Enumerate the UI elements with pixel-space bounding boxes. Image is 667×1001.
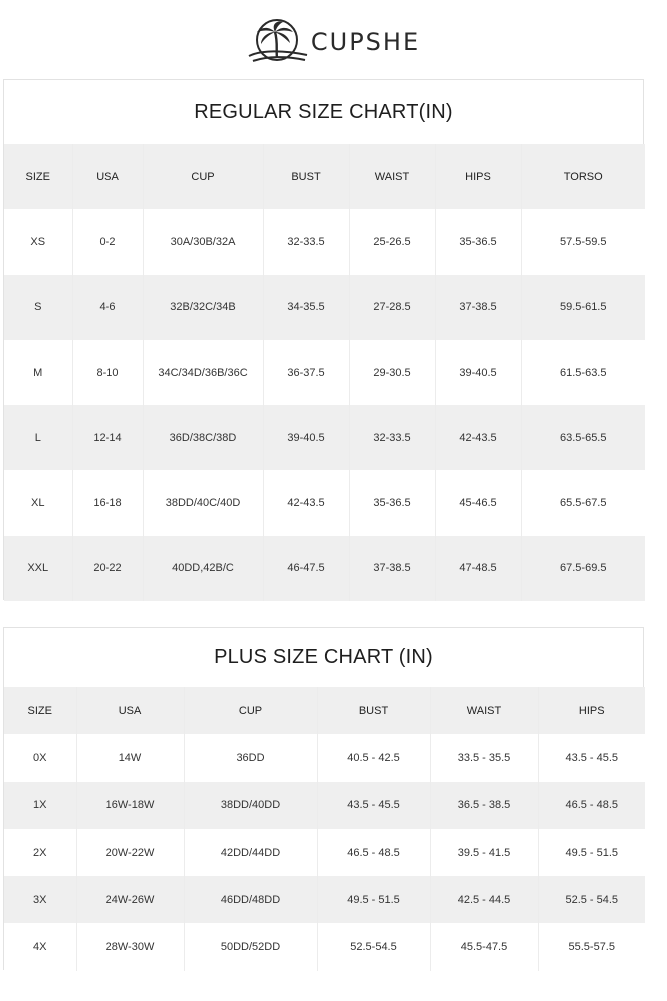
column-header: SIZE (4, 144, 72, 209)
table-cell: 32-33.5 (263, 209, 349, 274)
table-cell: 37-38.5 (435, 275, 521, 340)
column-header: USA (72, 144, 143, 209)
column-header: BUST (317, 687, 430, 734)
table-cell: 43.5 - 45.5 (538, 734, 645, 781)
table-cell: 0-2 (72, 209, 143, 274)
table-cell: 27-28.5 (349, 275, 435, 340)
table-cell: 67.5-69.5 (521, 536, 645, 601)
table-row (4, 536, 645, 601)
table-cell: 42-43.5 (263, 470, 349, 535)
table-cell: 65.5-67.5 (521, 470, 645, 535)
table-row (4, 829, 645, 876)
table-cell: 45-46.5 (435, 470, 521, 535)
table-cell: 42.5 - 44.5 (430, 876, 538, 923)
table-cell: 46-47.5 (263, 536, 349, 601)
column-header: SIZE (4, 687, 76, 734)
table-cell: 34-35.5 (263, 275, 349, 340)
table-row (4, 470, 645, 535)
table-cell: 46.5 - 48.5 (317, 829, 430, 876)
table-cell: 42-43.5 (435, 405, 521, 470)
table-cell: 45.5-47.5 (430, 923, 538, 970)
table-cell: 24W-26W (76, 876, 184, 923)
column-header: CUP (184, 687, 317, 734)
table-cell: 20W-22W (76, 829, 184, 876)
column-header: HIPS (435, 144, 521, 209)
table-cell: L (4, 405, 72, 470)
table-cell: 52.5-54.5 (317, 923, 430, 970)
column-header: HIPS (538, 687, 645, 734)
table-cell: 39-40.5 (435, 340, 521, 405)
table-cell: 16W-18W (76, 782, 184, 829)
table-cell: 4-6 (72, 275, 143, 340)
regular-chart-title: REGULAR SIZE CHART(IN) (194, 100, 453, 123)
column-header: BUST (263, 144, 349, 209)
palm-tree-island-icon (247, 18, 309, 66)
table-cell: 4X (4, 923, 76, 970)
table-cell: 63.5-65.5 (521, 405, 645, 470)
table-cell: 59.5-61.5 (521, 275, 645, 340)
table-cell: 35-36.5 (349, 470, 435, 535)
table-cell: 29-30.5 (349, 340, 435, 405)
table-cell: S (4, 275, 72, 340)
brand-logo (0, 14, 667, 70)
plus-chart-title: PLUS SIZE CHART (IN) (214, 646, 433, 668)
table-cell: 61.5-63.5 (521, 340, 645, 405)
table-cell: 38DD/40DD (184, 782, 317, 829)
table-cell: 2X (4, 829, 76, 876)
table-cell: 3X (4, 876, 76, 923)
table-cell: 40DD,42B/C (143, 536, 263, 601)
table-row (4, 734, 645, 781)
table-cell: 50DD/52DD (184, 923, 317, 970)
table-cell: 37-38.5 (349, 536, 435, 601)
table-cell: 38DD/40C/40D (143, 470, 263, 535)
table-row (4, 340, 645, 405)
table-cell: 40.5 - 42.5 (317, 734, 430, 781)
table-cell: 28W-30W (76, 923, 184, 970)
table-cell: 43.5 - 45.5 (317, 782, 430, 829)
table-cell: 25-26.5 (349, 209, 435, 274)
header-row (4, 144, 645, 209)
table-cell: 33.5 - 35.5 (430, 734, 538, 781)
plus-size-chart (3, 627, 644, 970)
table-cell: XL (4, 470, 72, 535)
table-row (4, 209, 645, 274)
table-cell: 16-18 (72, 470, 143, 535)
table-cell: 36DD (184, 734, 317, 781)
table-cell: 46DD/48DD (184, 876, 317, 923)
table-cell: 55.5-57.5 (538, 923, 645, 970)
table-cell: 32B/32C/34B (143, 275, 263, 340)
table-cell: 0X (4, 734, 76, 781)
table-row (4, 275, 645, 340)
table-cell: 46.5 - 48.5 (538, 782, 645, 829)
regular-size-chart (3, 79, 644, 600)
table-cell: XS (4, 209, 72, 274)
table-row (4, 782, 645, 829)
table-cell: 32-33.5 (349, 405, 435, 470)
table-cell: 39.5 - 41.5 (430, 829, 538, 876)
table-row (4, 876, 645, 923)
table-cell: 39-40.5 (263, 405, 349, 470)
brand-name: CUPSHE (310, 28, 421, 56)
table-row (4, 923, 645, 970)
table-cell: M (4, 340, 72, 405)
table-cell: 57.5-59.5 (521, 209, 645, 274)
column-header: WAIST (349, 144, 435, 209)
table-cell: 42DD/44DD (184, 829, 317, 876)
table-cell: 34C/34D/36B/36C (143, 340, 263, 405)
table-cell: 36.5 - 38.5 (430, 782, 538, 829)
table-cell: XXL (4, 536, 72, 601)
table-cell: 49.5 - 51.5 (538, 829, 645, 876)
regular-size-table (4, 144, 645, 601)
column-header: CUP (143, 144, 263, 209)
column-header: USA (76, 687, 184, 734)
table-cell: 52.5 - 54.5 (538, 876, 645, 923)
table-cell: 8-10 (72, 340, 143, 405)
table-cell: 36D/38C/38D (143, 405, 263, 470)
header-row (4, 687, 645, 734)
table-cell: 30A/30B/32A (143, 209, 263, 274)
table-cell: 12-14 (72, 405, 143, 470)
table-cell: 14W (76, 734, 184, 781)
table-cell: 20-22 (72, 536, 143, 601)
table-cell: 36-37.5 (263, 340, 349, 405)
column-header: WAIST (430, 687, 538, 734)
table-cell: 49.5 - 51.5 (317, 876, 430, 923)
table-cell: 47-48.5 (435, 536, 521, 601)
table-cell: 35-36.5 (435, 209, 521, 274)
table-row (4, 405, 645, 470)
column-header: TORSO (521, 144, 645, 209)
table-cell: 1X (4, 782, 76, 829)
plus-size-table (4, 687, 645, 971)
